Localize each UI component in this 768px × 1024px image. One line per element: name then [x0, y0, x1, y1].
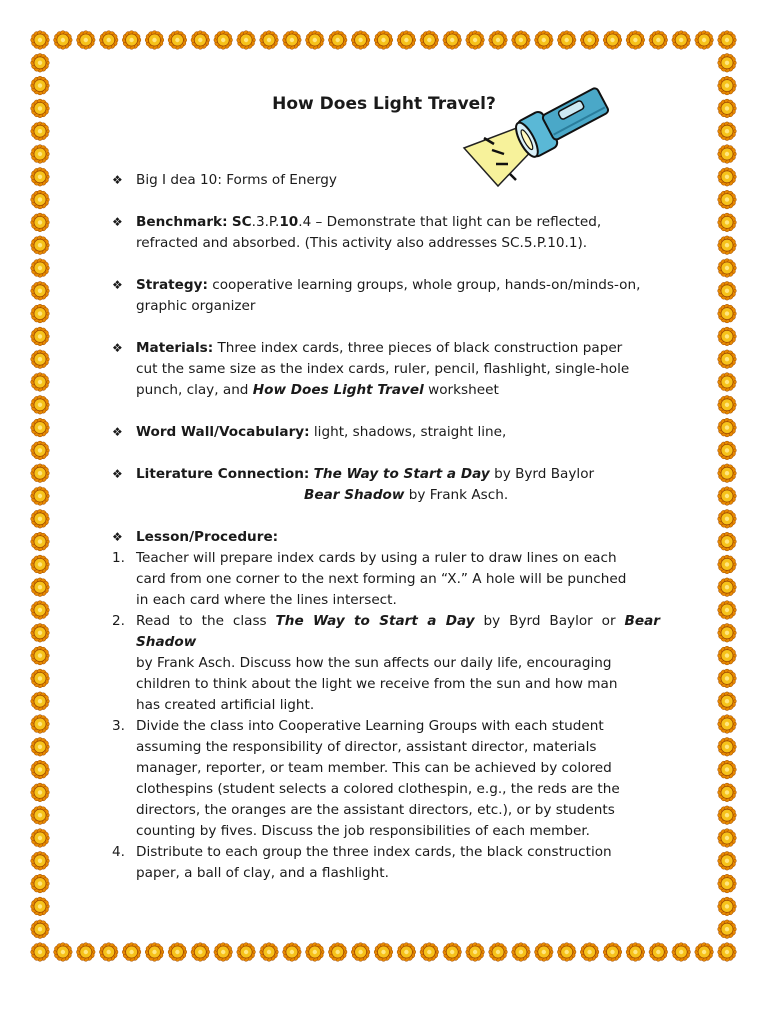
procedure-step: [112, 842, 660, 884]
sun-icon: [397, 31, 416, 50]
benchmark-code-prefix: SC: [231, 214, 252, 230]
sun-icon: [626, 943, 645, 962]
sun-icon: [214, 31, 233, 50]
strategy-label: Strategy:: [136, 277, 208, 293]
diamond-bullet-icon: ❖: [112, 530, 123, 544]
sun-icon: [718, 669, 737, 688]
step-text: has created artificial light.: [136, 697, 315, 713]
sun-icon: [145, 31, 164, 50]
page-title: How Does Light Travel?: [272, 94, 496, 114]
sun-icon: [31, 897, 50, 916]
sun-icon: [54, 31, 73, 50]
lesson-content: [112, 170, 660, 884]
sun-icon: [31, 487, 50, 506]
benchmark-code-rest: .3.P.: [251, 214, 280, 230]
sun-icon: [718, 373, 737, 392]
benchmark-text-1: – Demonstrate that light can be reflected,: [311, 214, 602, 230]
step-text: directors, the oranges are the assistant directors, etc.), or by students: [136, 802, 615, 818]
sun-icon: [718, 852, 737, 871]
vocabulary-item: [112, 422, 660, 443]
sun-icon: [31, 418, 50, 437]
sun-icon: [718, 54, 737, 73]
sun-icon: [695, 31, 714, 50]
book1-title: The Way to Start a Day: [313, 466, 490, 482]
sun-icon: [31, 396, 50, 415]
sun-icon: [374, 31, 393, 50]
step-text: card from one corner to the next forming an “X.” A hole will be punched: [136, 571, 627, 587]
sun-icon: [283, 31, 302, 50]
sun-icon: [420, 943, 439, 962]
sun-icon: [31, 54, 50, 73]
sun-icon: [718, 624, 737, 643]
sun-icon: [466, 943, 485, 962]
sun-icon: [31, 601, 50, 620]
sun-icon: [718, 555, 737, 574]
step-number: 2.: [112, 613, 125, 629]
materials-text-1: Three index cards, three pieces of black construction paper: [213, 340, 623, 356]
sun-icon: [718, 943, 737, 962]
diamond-bullet-icon: ❖: [112, 341, 123, 355]
sun-icon: [31, 350, 50, 369]
benchmark-text-2: refracted and absorbed. (This activity also addresses SC.5.P.10.1).: [136, 235, 588, 251]
sun-icon: [718, 715, 737, 734]
materials-label: Materials:: [136, 340, 214, 356]
sun-icon: [31, 259, 50, 278]
procedure-step: [112, 611, 660, 716]
step-text: assuming the responsibility of director, assistant director, materials: [136, 739, 597, 755]
sun-icon: [718, 282, 737, 301]
sun-icon: [672, 943, 691, 962]
sun-icon: [31, 464, 50, 483]
sun-icon: [718, 897, 737, 916]
sun-icon: [122, 943, 141, 962]
vocabulary-label: Word Wall/Vocabulary:: [136, 424, 310, 440]
benchmark-item: [112, 212, 660, 254]
sun-icon: [580, 943, 599, 962]
sun-icon: [512, 943, 531, 962]
sun-icon: [718, 441, 737, 460]
sun-icon: [718, 806, 737, 825]
sun-icon: [443, 943, 462, 962]
step-text: Divide the class into Cooperative Learning Groups with each student: [136, 718, 604, 734]
sun-icon: [260, 943, 279, 962]
sun-icon: [443, 31, 462, 50]
sun-icon: [54, 943, 73, 962]
sun-icon: [214, 943, 233, 962]
sun-icon: [489, 943, 508, 962]
step-text: Read to the class: [136, 613, 276, 629]
diamond-bullet-icon: ❖: [112, 467, 123, 481]
sun-icon: [31, 122, 50, 141]
step-text: by Frank Asch. Discuss how the sun affects our daily life, encouraging: [136, 655, 612, 671]
sun-icon: [31, 282, 50, 301]
sun-icon: [31, 646, 50, 665]
sun-icon: [718, 350, 737, 369]
step-text: Teacher will prepare index cards by using a ruler to draw lines on each: [136, 550, 617, 566]
sun-icon: [672, 31, 691, 50]
big-idea-text: Big I dea 10: Forms of Energy: [136, 172, 337, 188]
materials-text-3-end: worksheet: [423, 382, 499, 398]
sun-icon: [489, 31, 508, 50]
sun-icon: [31, 555, 50, 574]
sun-icon: [31, 236, 50, 255]
sun-icon: [397, 943, 416, 962]
sun-icon: [31, 441, 50, 460]
materials-text-3: punch, clay, and: [136, 382, 253, 398]
sun-icon: [31, 760, 50, 779]
lesson-procedure-heading: [112, 527, 660, 548]
sun-icon: [31, 76, 50, 95]
sun-icon: [31, 852, 50, 871]
sun-icon: [31, 943, 50, 962]
sun-icon: [31, 874, 50, 893]
benchmark-code-mid: 10: [279, 214, 299, 230]
benchmark-label: Benchmark:: [136, 214, 228, 230]
sun-icon: [718, 920, 737, 939]
strategy-text-1: cooperative learning groups, whole group, hands-on/minds-on,: [207, 277, 641, 293]
sun-icon: [718, 532, 737, 551]
sun-icon: [31, 168, 50, 187]
sun-icon: [31, 715, 50, 734]
sun-icon: [31, 327, 50, 346]
sun-icon: [77, 943, 96, 962]
step-text: counting by fives. Discuss the job responsibilities of each member.: [136, 823, 590, 839]
sun-icon: [718, 168, 737, 187]
sun-icon: [580, 31, 599, 50]
sun-icon: [260, 31, 279, 50]
book-title: The Way to Start a Day: [275, 613, 475, 629]
sun-icon: [535, 31, 554, 50]
materials-text-2: cut the same size as the index cards, ruler, pencil, flashlight, single-hole: [136, 361, 630, 377]
sun-icon: [351, 943, 370, 962]
sun-icon: [168, 943, 187, 962]
sun-icon: [718, 783, 737, 802]
sun-icon: [191, 31, 210, 50]
sun-icon: [99, 943, 118, 962]
diamond-bullet-icon: ❖: [112, 425, 123, 439]
sun-icon: [328, 943, 347, 962]
sun-icon: [718, 122, 737, 141]
sun-icon: [31, 624, 50, 643]
step-number: 1.: [112, 550, 125, 566]
sun-icon: [603, 31, 622, 50]
sun-icon: [31, 190, 50, 209]
literature-item-2: [112, 485, 660, 506]
sun-icon: [31, 738, 50, 757]
big-idea-item: [112, 170, 660, 191]
sun-icon: [718, 213, 737, 232]
sun-icon: [168, 31, 187, 50]
sun-icon: [31, 532, 50, 551]
step-text: paper, a ball of clay, and a flashlight.: [136, 865, 389, 881]
vocabulary-text: light, shadows, straight line,: [309, 424, 507, 440]
book-title: Bear Shadow: [136, 613, 660, 650]
worksheet-title: How Does Light Travel: [252, 382, 424, 398]
sun-icon: [603, 943, 622, 962]
sun-icon: [122, 31, 141, 50]
sun-icon: [718, 692, 737, 711]
sun-icon: [695, 943, 714, 962]
step-text: manager, reporter, or team member. This can be achieved by colored: [136, 760, 612, 776]
sun-icon: [306, 943, 325, 962]
book1-author: by Byrd Baylor: [489, 466, 595, 482]
sun-icon: [718, 396, 737, 415]
book2-author: by Frank Asch.: [404, 487, 509, 503]
sun-icon: [31, 145, 50, 164]
sun-icon: [328, 31, 347, 50]
sun-icon: [31, 806, 50, 825]
sun-icon: [535, 943, 554, 962]
sun-icon: [718, 304, 737, 323]
sun-icon: [718, 145, 737, 164]
step-number: 4.: [112, 844, 125, 860]
sun-icon: [31, 669, 50, 688]
sun-icon: [351, 31, 370, 50]
sun-icon: [31, 510, 50, 529]
benchmark-code-end: .4: [298, 214, 312, 230]
sun-icon: [718, 259, 737, 278]
sun-icon: [77, 31, 96, 50]
sun-icon: [374, 943, 393, 962]
sun-icon: [718, 829, 737, 848]
step-text: children to think about the light we receive from the sun and how man: [136, 676, 618, 692]
sun-icon: [718, 578, 737, 597]
literature-item: [112, 464, 660, 485]
sun-icon: [31, 373, 50, 392]
materials-item: [112, 338, 660, 401]
sun-icon: [145, 943, 164, 962]
procedure-step: [112, 548, 660, 611]
sun-icon: [718, 760, 737, 779]
sun-icon: [718, 190, 737, 209]
sun-icon: [557, 943, 576, 962]
sun-icon: [31, 783, 50, 802]
sun-icon: [557, 31, 576, 50]
diamond-bullet-icon: ❖: [112, 173, 123, 187]
sun-icon: [718, 487, 737, 506]
sun-icon: [283, 943, 302, 962]
sun-icon: [718, 418, 737, 437]
step-text: in each card where the lines intersect.: [136, 592, 397, 608]
sun-icon: [31, 692, 50, 711]
sun-icon: [31, 829, 50, 848]
procedure-steps: [112, 548, 660, 884]
sun-icon: [718, 464, 737, 483]
diamond-bullet-icon: ❖: [112, 215, 123, 229]
sun-icon: [718, 76, 737, 95]
sun-icon: [306, 31, 325, 50]
sun-icon: [237, 943, 256, 962]
sun-icon: [466, 31, 485, 50]
sun-icon: [718, 236, 737, 255]
strategy-text-2: graphic organizer: [136, 298, 256, 314]
sun-icon: [718, 510, 737, 529]
procedure-step: [112, 716, 660, 842]
sun-icon: [31, 920, 50, 939]
sun-icon: [649, 943, 668, 962]
sun-icon: [649, 31, 668, 50]
sun-icon: [237, 31, 256, 50]
step-number: 3.: [112, 718, 125, 734]
sun-icon: [31, 304, 50, 323]
step-text: clothespins (student selects a colored clothespin, e.g., the reds are the: [136, 781, 620, 797]
sun-icon: [31, 213, 50, 232]
step-text: Distribute to each group the three index cards, the black construction: [136, 844, 612, 860]
literature-label: Literature Connection:: [136, 466, 310, 482]
sun-icon: [31, 31, 50, 50]
strategy-item: [112, 275, 660, 317]
sun-icon: [191, 943, 210, 962]
diamond-bullet-icon: ❖: [112, 278, 123, 292]
sun-icon: [99, 31, 118, 50]
lesson-label: Lesson/Procedure:: [136, 529, 279, 545]
sun-icon: [718, 874, 737, 893]
sun-icon: [718, 31, 737, 50]
sun-icon: [31, 578, 50, 597]
sun-icon: [718, 601, 737, 620]
sun-icon: [718, 738, 737, 757]
sun-icon: [420, 31, 439, 50]
step-text: by Byrd Baylor or: [474, 613, 625, 629]
sun-icon: [512, 31, 531, 50]
sun-icon: [718, 646, 737, 665]
sun-icon: [718, 327, 737, 346]
sun-icon: [626, 31, 645, 50]
book2-title: Bear Shadow: [304, 487, 405, 503]
